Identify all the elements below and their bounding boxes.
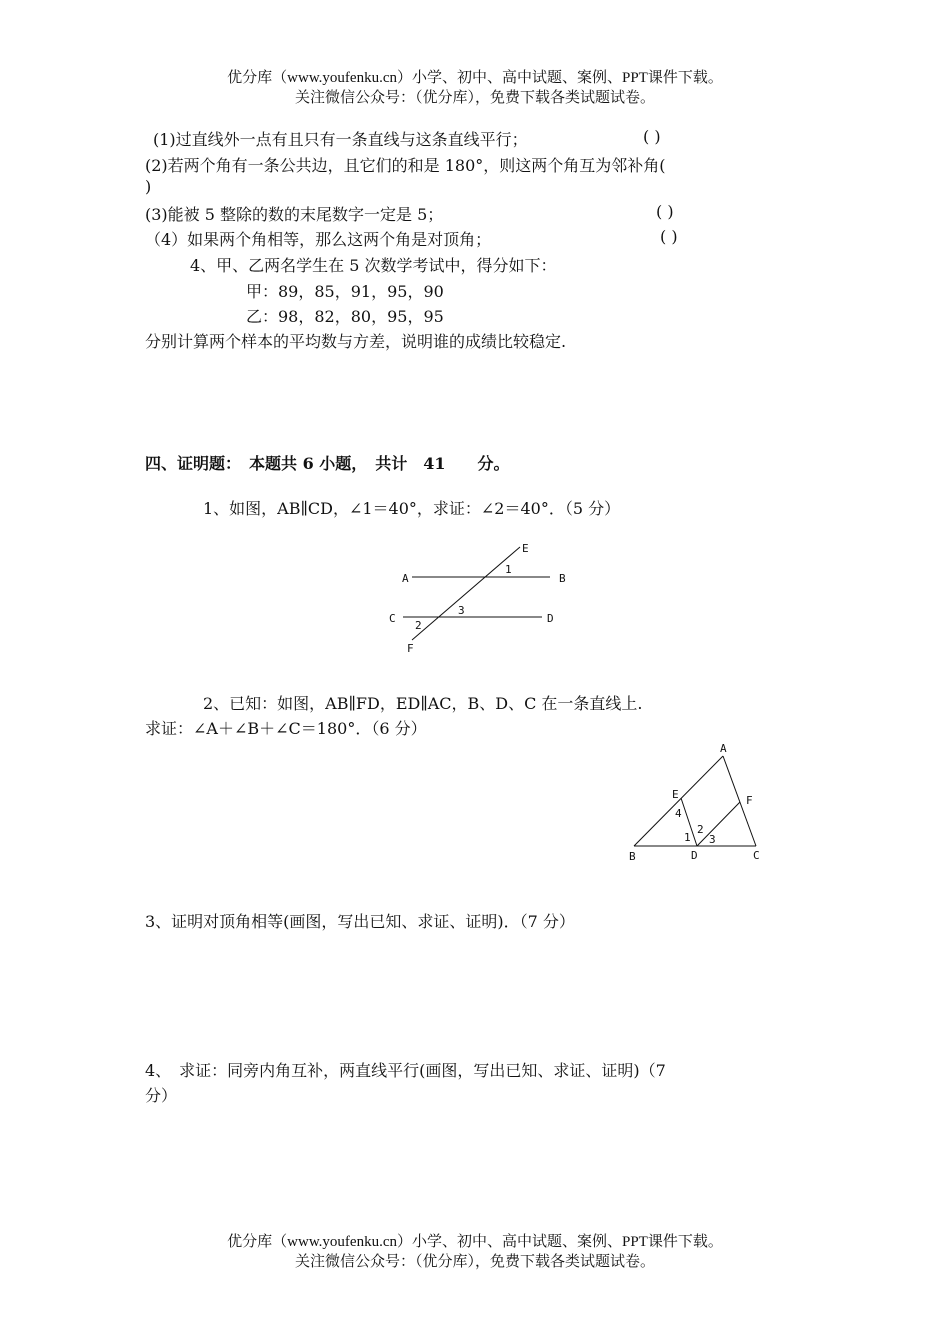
label-a: A — [402, 572, 409, 585]
judgement-item-4: （4）如果两个角相等，那么这两个角是对顶角； — [145, 230, 492, 249]
angle-2-label: 2 — [697, 823, 704, 836]
angle-3-label: 3 — [458, 604, 465, 617]
proof1-text: 1、如图，AB∥CD，∠1＝40°，求证：∠2＝40°．（5 分） — [203, 499, 621, 518]
proof4-line-2: 分） — [145, 1086, 178, 1105]
judgement-item-4-paren: ( ) — [660, 227, 678, 246]
judgement-item-2-cont: ) — [145, 177, 152, 196]
footer-line-1: 优分库（www.youfenku.cn）小学、初中、高中试题、案例、PPT课件下载。 — [227, 1234, 723, 1250]
proof1-figure — [385, 538, 575, 658]
label-b: B — [629, 850, 636, 863]
angle-2-label: 2 — [415, 619, 422, 632]
proof2-line-1: 2、已知：如图，AB∥FD，ED∥AC，B、D、C 在一条直线上. — [203, 694, 643, 713]
footer-line-2: 关注微信公众号：（优分库），免费下载各类试题试卷。 — [294, 1254, 655, 1270]
label-c: C — [389, 612, 396, 625]
header-line-1: 优分库（www.youfenku.cn）小学、初中、高中试题、案例、PPT课件下载。 — [227, 70, 723, 86]
angle-3-label: 3 — [709, 833, 716, 846]
label-b: B — [559, 572, 566, 585]
label-e: E — [522, 542, 529, 555]
label-f: F — [746, 794, 753, 807]
angle-1-label: 1 — [505, 563, 512, 576]
proof3-text: 3、证明对顶角相等(画图，写出已知、求证、证明)．（7 分） — [145, 912, 575, 931]
judgement-item-3-paren: ( ) — [656, 202, 674, 221]
proof2-line-2: 求证：∠A＋∠B＋∠C＝180°．（6 分） — [145, 719, 427, 738]
label-c: C — [753, 849, 760, 862]
q4-yi-scores: 乙：98，82，80，95，95 — [246, 307, 444, 326]
section4-title: 四、证明题： 本题共 6 小题， 共计 41 分。 — [145, 454, 510, 473]
judgement-item-1: (1)过直线外一点有且只有一条直线与这条直线平行； — [153, 130, 528, 149]
angle-4-label: 4 — [675, 807, 682, 820]
judgement-item-2: (2)若两个角有一条公共边，且它们的和是 180°，则这两个角互为邻补角( — [145, 156, 666, 175]
label-f: F — [407, 642, 414, 655]
proof4-line-1: 4、 求证：同旁内角互补，两直线平行(画图，写出已知、求证、证明)（7 — [145, 1061, 666, 1080]
q4-jia-scores: 甲：89，85，91，95，90 — [246, 282, 444, 301]
label-a: A — [720, 742, 727, 755]
q4-ask: 分别计算两个样本的平均数与方差，说明谁的成绩比较稳定. — [145, 332, 567, 351]
proof2-figure — [620, 740, 775, 865]
label-e: E — [672, 788, 679, 801]
label-d: D — [691, 849, 698, 862]
judgement-item-1-paren: ( ) — [643, 127, 661, 146]
angle-1-label: 1 — [684, 831, 691, 844]
label-d: D — [547, 612, 554, 625]
judgement-item-3: (3)能被 5 整除的数的末尾数字一定是 5； — [145, 205, 444, 224]
q4-title: 4、甲、乙两名学生在 5 次数学考试中，得分如下： — [190, 256, 557, 275]
header-line-2: 关注微信公众号：（优分库），免费下载各类试题试卷。 — [294, 90, 655, 106]
line-ef — [412, 547, 520, 640]
